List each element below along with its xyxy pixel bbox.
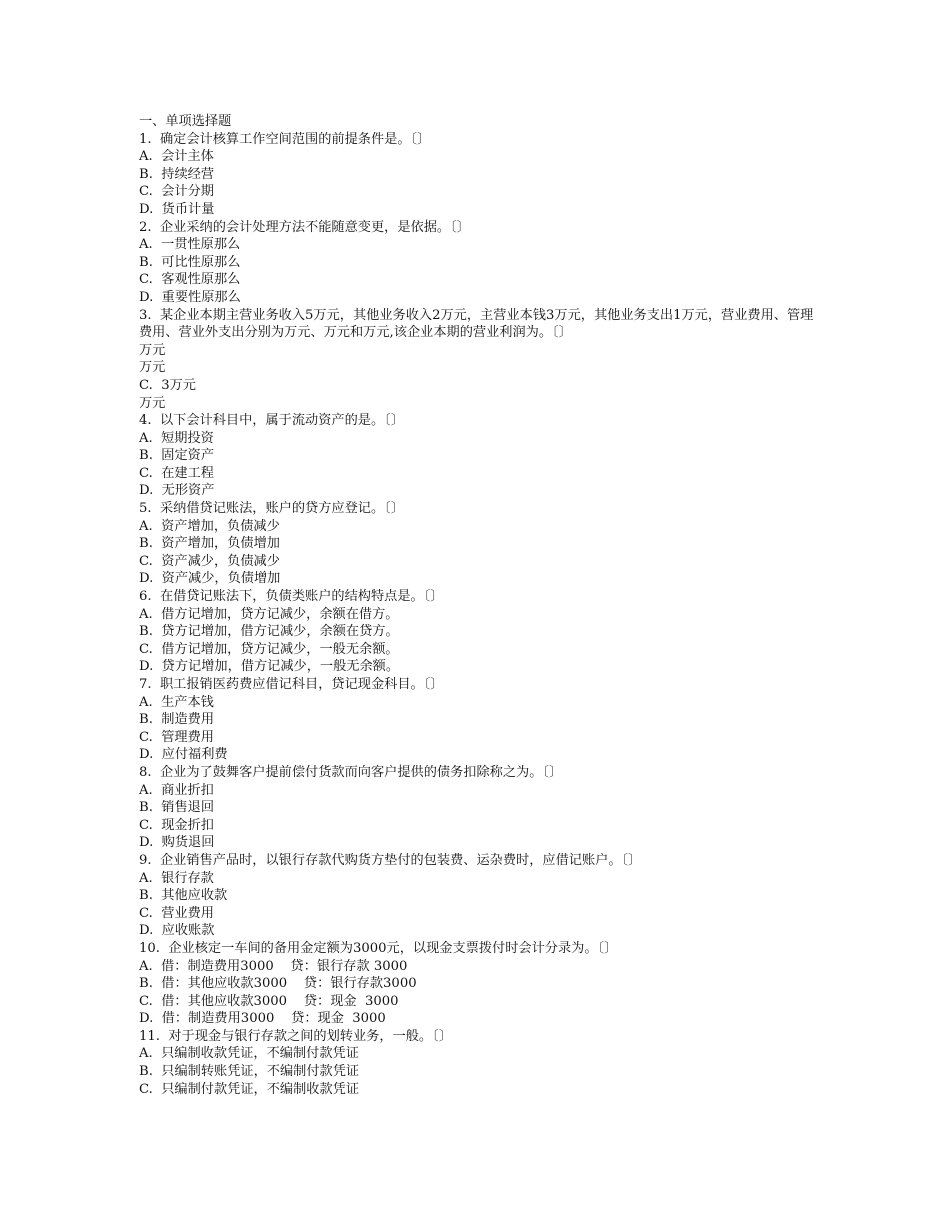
text-line: C. 营业费用 [139, 905, 214, 921]
text-line: C. 资产减少，负债减少 [139, 553, 280, 569]
text-line: D. 无形资产 [139, 483, 215, 499]
text-line: D. 应收账款 [139, 923, 215, 939]
text-line: B. 持续经营 [139, 166, 215, 182]
text-line: C. 3万元 [139, 377, 196, 393]
text-line: A. 资产增加，负债减少 [139, 518, 280, 534]
text-line: 5. 采纳借贷记账法，账户的贷方应登记。〔〕 [139, 501, 404, 517]
text-line: B. 制造费用 [139, 712, 215, 728]
text-line: B. 固定资产 [139, 448, 215, 464]
text-line: 万元 [139, 360, 166, 376]
question-list [139, 131, 819, 1099]
text-line: 万元 [139, 342, 166, 358]
text-line: D. 应付福利费 [139, 747, 228, 763]
text-line: A. 生产本钱 [139, 694, 214, 710]
text-line: B. 销售退回 [139, 800, 215, 816]
text-line: 11. 对于现金与银行存款之间的划转业务，一般。〔〕 [139, 1028, 452, 1044]
text-line: A. 只编制收款凭证，不编制付款凭证 [139, 1046, 359, 1062]
text-line: B. 资产增加，负债增加 [139, 536, 280, 552]
text-line: 6. 在借贷记账法下，负债类账户的结构特点是。〔〕 [139, 589, 444, 605]
text-line: 2. 企业采纳的会计处理方法不能随意变更，是依据。〔〕 [139, 219, 470, 235]
text-line: C. 借方记增加，贷方记减少，一般无余额。 [139, 641, 399, 657]
text-line: C. 只编制付款凭证，不编制收款凭证 [139, 1081, 360, 1097]
text-line: D. 贷方记增加，借方记减少，一般无余额。 [139, 659, 400, 675]
text-line: D. 货币计量 [139, 201, 215, 217]
text-line: 1. 确定会计核算工作空间范围的前提条件是。〔〕 [139, 131, 431, 147]
text-line: B. 其他应收款 [139, 888, 228, 904]
text-line: A. 借：制造费用3000 贷：银行存款 3000 [139, 958, 408, 974]
text-line: A. 会计主体 [139, 149, 214, 165]
text-line: C. 现金折扣 [139, 817, 214, 833]
text-line: D. 借：制造费用3000 贷：现金 3000 [139, 1011, 386, 1027]
text-line: 3. 某企业本期主营业务收入5万元，其他业务收入2万元，主营业本钱3万元，其他业务支出1万元，营业费用、管理费用、营业外支出分别为万元、万元和万元,该企业本期的营业利润为。〔〕 [139, 307, 814, 341]
text-line: 4. 以下会计科目中，属于流动资产的是。〔〕 [139, 413, 404, 429]
text-line: A. 银行存款 [139, 870, 214, 886]
text-line: C. 管理费用 [139, 729, 214, 745]
text-line: 8. 企业为了鼓舞客户提前偿付货款而向客户提供的债务扣除称之为。〔〕 [139, 764, 563, 780]
text-line: 万元 [139, 395, 166, 411]
text-line: 9. 企业销售产品时，以银行存款代购货方垫付的包装费、运杂费时，应借记账户。〔〕 [139, 852, 642, 868]
text-line: D. 资产减少，负债增加 [139, 571, 281, 587]
document-page [139, 113, 819, 1098]
text-line: 7. 职工报销医药费应借记科目，贷记现金科目。〔〕 [139, 677, 444, 692]
text-line: A. 短期投资 [139, 430, 214, 446]
text-line: D. 重要性原那么 [139, 289, 241, 305]
text-line: A. 一贯性原那么 [139, 237, 241, 253]
text-line: B. 可比性原那么 [139, 254, 241, 270]
text-line: C. 会计分期 [139, 184, 214, 200]
text-line: B. 只编制转账凭证，不编制付款凭证 [139, 1064, 360, 1080]
section-heading: 一、单项选择题 [139, 114, 232, 129]
text-line: 10. 企业核定一车间的备用金定额为3000元，以现金支票拨付时会计分录为。〔〕 [139, 940, 618, 956]
text-line: A. 商业折扣 [139, 782, 214, 798]
text-line: B. 借：其他应收款3000 贷：银行存款3000 [139, 976, 417, 992]
text-line: C. 客观性原那么 [139, 272, 241, 288]
text-line: B. 贷方记增加，借方记减少，余额在贷方。 [139, 624, 399, 640]
text-line: C. 借：其他应收款3000 贷：现金 3000 [139, 993, 399, 1009]
text-line: A. 借方记增加，贷方记减少，余额在借方。 [139, 606, 399, 622]
text-line: D. 购货退回 [139, 835, 215, 851]
text-line: C. 在建工程 [139, 465, 214, 481]
